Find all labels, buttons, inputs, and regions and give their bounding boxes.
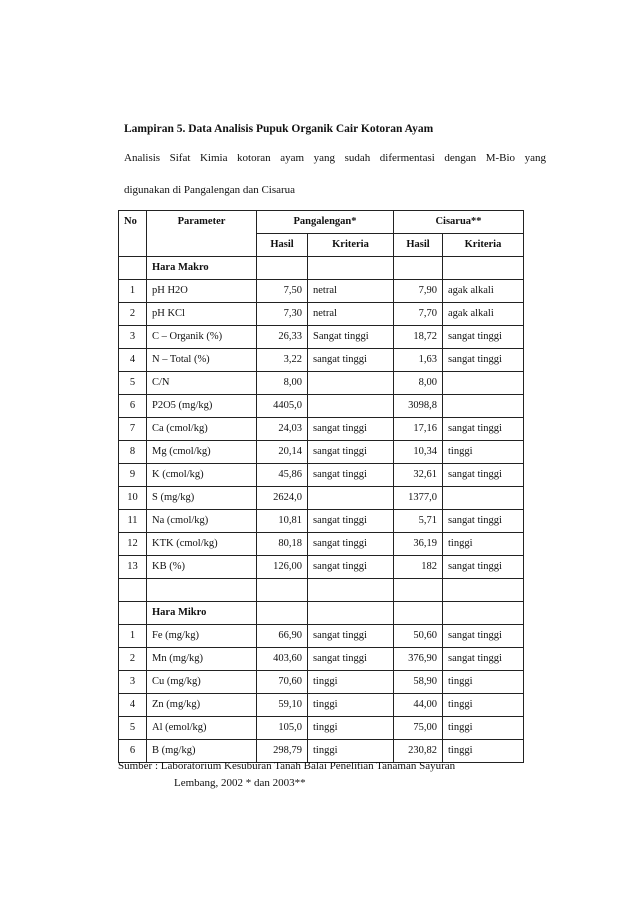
row-parameter: pH H2O <box>147 280 257 303</box>
pangalengan-kriteria: sangat tinggi <box>308 510 394 533</box>
row-parameter: KTK (cmol/kg) <box>147 533 257 556</box>
row-number: 5 <box>119 372 147 395</box>
table-row <box>119 510 524 533</box>
row-number: 10 <box>119 487 147 510</box>
pangalengan-kriteria: tinggi <box>308 717 394 740</box>
header-kriteria: Kriteria <box>308 234 394 257</box>
pangalengan-kriteria: sangat tinggi <box>308 418 394 441</box>
row-parameter: KB (%) <box>147 556 257 579</box>
header-cisarua: Cisarua** <box>394 211 524 234</box>
row-number: 6 <box>119 740 147 763</box>
row-parameter: P2O5 (mg/kg) <box>147 395 257 418</box>
cisarua-kriteria: agak alkali <box>443 280 524 303</box>
pangalengan-hasil: 80,18 <box>257 533 308 556</box>
row-number: 5 <box>119 717 147 740</box>
analysis-table <box>118 210 524 763</box>
table-row <box>119 372 524 395</box>
pangalengan-kriteria <box>308 395 394 418</box>
cisarua-kriteria: sangat tinggi <box>443 625 524 648</box>
table-row <box>119 556 524 579</box>
cisarua-kriteria: tinggi <box>443 694 524 717</box>
cisarua-kriteria <box>443 487 524 510</box>
table-row <box>119 694 524 717</box>
pangalengan-kriteria: tinggi <box>308 671 394 694</box>
row-number: 3 <box>119 326 147 349</box>
section-label-makro: Hara Makro <box>147 257 257 280</box>
pangalengan-kriteria: sangat tinggi <box>308 464 394 487</box>
row-parameter: Ca (cmol/kg) <box>147 418 257 441</box>
row-parameter: K (cmol/kg) <box>147 464 257 487</box>
pangalengan-kriteria <box>308 372 394 395</box>
row-parameter: Fe (mg/kg) <box>147 625 257 648</box>
pangalengan-kriteria: sangat tinggi <box>308 533 394 556</box>
cisarua-hasil: 8,00 <box>394 372 443 395</box>
pangalengan-hasil: 105,0 <box>257 717 308 740</box>
pangalengan-kriteria: netral <box>308 303 394 326</box>
row-parameter: B (mg/kg) <box>147 740 257 763</box>
row-number: 2 <box>119 303 147 326</box>
row-parameter: Mn (mg/kg) <box>147 648 257 671</box>
row-number: 1 <box>119 280 147 303</box>
cisarua-kriteria: sangat tinggi <box>443 510 524 533</box>
table-row <box>119 464 524 487</box>
document-title: Lampiran 5. Data Analisis Pupuk Organik Cair Kotoran Ayam <box>124 123 434 135</box>
header-kriteria: Kriteria <box>443 234 524 257</box>
row-parameter: Cu (mg/kg) <box>147 671 257 694</box>
pangalengan-hasil: 45,86 <box>257 464 308 487</box>
row-number: 3 <box>119 671 147 694</box>
row-parameter: C – Organik (%) <box>147 326 257 349</box>
table-row <box>119 395 524 418</box>
header-parameter: Parameter <box>147 211 257 257</box>
pangalengan-kriteria: sangat tinggi <box>308 625 394 648</box>
row-number: 1 <box>119 625 147 648</box>
pangalengan-hasil: 24,03 <box>257 418 308 441</box>
row-parameter: S (mg/kg) <box>147 487 257 510</box>
row-parameter: N – Total (%) <box>147 349 257 372</box>
cisarua-hasil: 50,60 <box>394 625 443 648</box>
row-number: 11 <box>119 510 147 533</box>
cisarua-kriteria: sangat tinggi <box>443 464 524 487</box>
cisarua-kriteria: tinggi <box>443 533 524 556</box>
row-parameter: Al (emol/kg) <box>147 717 257 740</box>
source-note <box>118 760 456 789</box>
source-line-2: Lembang, 2002 * dan 2003** <box>174 777 306 789</box>
cisarua-kriteria: tinggi <box>443 740 524 763</box>
row-number: 4 <box>119 349 147 372</box>
cisarua-kriteria: tinggi <box>443 441 524 464</box>
cisarua-hasil: 75,00 <box>394 717 443 740</box>
pangalengan-kriteria: tinggi <box>308 740 394 763</box>
cisarua-hasil: 230,82 <box>394 740 443 763</box>
table-header-row-1 <box>119 211 524 234</box>
row-number: 9 <box>119 464 147 487</box>
cisarua-kriteria: sangat tinggi <box>443 326 524 349</box>
row-parameter: C/N <box>147 372 257 395</box>
table-row <box>119 648 524 671</box>
pangalengan-hasil: 7,30 <box>257 303 308 326</box>
pangalengan-hasil: 70,60 <box>257 671 308 694</box>
cisarua-kriteria: agak alkali <box>443 303 524 326</box>
pangalengan-kriteria: sangat tinggi <box>308 441 394 464</box>
table-row <box>119 418 524 441</box>
pangalengan-hasil: 20,14 <box>257 441 308 464</box>
pangalengan-kriteria: tinggi <box>308 694 394 717</box>
cisarua-hasil: 44,00 <box>394 694 443 717</box>
cisarua-hasil: 3098,8 <box>394 395 443 418</box>
pangalengan-hasil: 10,81 <box>257 510 308 533</box>
row-number: 2 <box>119 648 147 671</box>
header-no: No <box>119 211 147 257</box>
row-parameter: Na (cmol/kg) <box>147 510 257 533</box>
pangalengan-hasil: 126,00 <box>257 556 308 579</box>
pangalengan-hasil: 298,79 <box>257 740 308 763</box>
cisarua-hasil: 10,34 <box>394 441 443 464</box>
row-number: 13 <box>119 556 147 579</box>
row-parameter: Zn (mg/kg) <box>147 694 257 717</box>
cisarua-kriteria: sangat tinggi <box>443 349 524 372</box>
cisarua-hasil: 7,90 <box>394 280 443 303</box>
cisarua-kriteria: sangat tinggi <box>443 648 524 671</box>
cisarua-kriteria: sangat tinggi <box>443 418 524 441</box>
row-number: 4 <box>119 694 147 717</box>
table-row <box>119 280 524 303</box>
header-hasil: Hasil <box>394 234 443 257</box>
cisarua-kriteria: tinggi <box>443 671 524 694</box>
table-row <box>119 671 524 694</box>
section-row-makro <box>119 257 524 280</box>
cisarua-hasil: 376,90 <box>394 648 443 671</box>
pangalengan-kriteria: netral <box>308 280 394 303</box>
pangalengan-kriteria: Sangat tinggi <box>308 326 394 349</box>
table-row <box>119 303 524 326</box>
cisarua-hasil: 5,71 <box>394 510 443 533</box>
cisarua-hasil: 1,63 <box>394 349 443 372</box>
cisarua-hasil: 7,70 <box>394 303 443 326</box>
pangalengan-hasil: 403,60 <box>257 648 308 671</box>
cisarua-kriteria: tinggi <box>443 717 524 740</box>
cisarua-hasil: 36,19 <box>394 533 443 556</box>
table-row <box>119 326 524 349</box>
pangalengan-hasil: 3,22 <box>257 349 308 372</box>
table-row <box>119 533 524 556</box>
table-row <box>119 349 524 372</box>
source-line-1: Sumber : Laboratorium Kesuburan Tanah Balai Penelitian Tanaman Sayuran <box>118 760 456 772</box>
cisarua-kriteria <box>443 395 524 418</box>
pangalengan-hasil: 4405,0 <box>257 395 308 418</box>
pangalengan-hasil: 7,50 <box>257 280 308 303</box>
row-parameter: pH KCl <box>147 303 257 326</box>
cisarua-hasil: 17,16 <box>394 418 443 441</box>
pangalengan-kriteria <box>308 487 394 510</box>
cisarua-hasil: 58,90 <box>394 671 443 694</box>
cisarua-kriteria <box>443 372 524 395</box>
table-row <box>119 487 524 510</box>
row-parameter: Mg (cmol/kg) <box>147 441 257 464</box>
table-row <box>119 441 524 464</box>
row-number: 8 <box>119 441 147 464</box>
header-pangalengan: Pangalengan* <box>257 211 394 234</box>
intro-line-1: Analisis Sifat Kimia kotoran ayam yang sudah difermentasi dengan M-Bio yang <box>124 152 546 164</box>
cisarua-hasil: 32,61 <box>394 464 443 487</box>
spacer-row <box>119 579 524 602</box>
pangalengan-hasil: 66,90 <box>257 625 308 648</box>
intro-line-2: digunakan di Pangalengan dan Cisarua <box>124 184 296 196</box>
table-row <box>119 717 524 740</box>
section-row-mikro <box>119 602 524 625</box>
table-row <box>119 625 524 648</box>
cisarua-hasil: 182 <box>394 556 443 579</box>
pangalengan-kriteria: sangat tinggi <box>308 349 394 372</box>
pangalengan-hasil: 26,33 <box>257 326 308 349</box>
pangalengan-hasil: 2624,0 <box>257 487 308 510</box>
row-number: 7 <box>119 418 147 441</box>
pangalengan-kriteria: sangat tinggi <box>308 648 394 671</box>
row-number: 12 <box>119 533 147 556</box>
cisarua-hasil: 1377,0 <box>394 487 443 510</box>
pangalengan-kriteria: sangat tinggi <box>308 556 394 579</box>
cisarua-kriteria: sangat tinggi <box>443 556 524 579</box>
section-label-mikro: Hara Mikro <box>147 602 257 625</box>
pangalengan-hasil: 59,10 <box>257 694 308 717</box>
pangalengan-hasil: 8,00 <box>257 372 308 395</box>
header-hasil: Hasil <box>257 234 308 257</box>
cisarua-hasil: 18,72 <box>394 326 443 349</box>
row-number: 6 <box>119 395 147 418</box>
